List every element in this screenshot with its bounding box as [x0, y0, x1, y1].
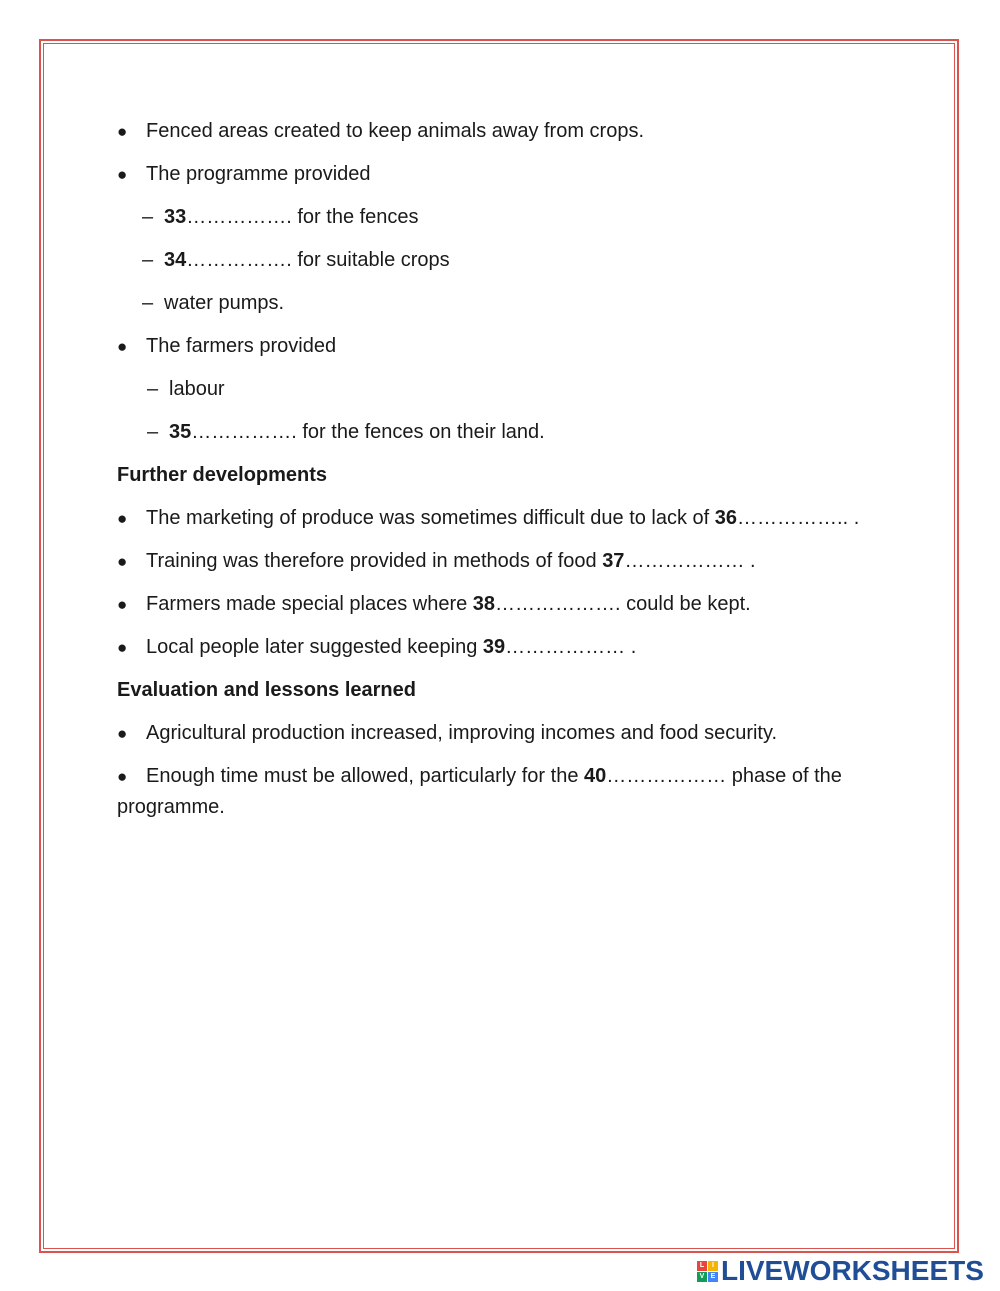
bullet-marker: ●: [117, 595, 128, 614]
question-number-33: 33: [164, 206, 187, 228]
bullet-marker: ●: [117, 724, 128, 743]
list-item: [117, 374, 887, 417]
logo-mark: [697, 1261, 718, 1282]
list-item: [117, 589, 887, 632]
list-item: [117, 417, 887, 460]
item-text: ……………. for the fences: [186, 206, 419, 228]
list-item: [117, 202, 887, 245]
logo-letter: I: [708, 1261, 718, 1271]
list-item: [117, 632, 887, 675]
dash-marker: –: [147, 421, 159, 443]
item-text: labour: [169, 378, 225, 400]
logo-letter: L: [697, 1261, 707, 1271]
item-text: Training was therefore provided in methods of food: [146, 550, 603, 572]
list-item: [117, 718, 887, 761]
item-text: The programme provided: [146, 163, 371, 185]
dash-marker: –: [142, 206, 154, 228]
bullet-marker: ●: [117, 638, 128, 657]
bullet-marker: ●: [117, 552, 128, 571]
list-item: [117, 503, 887, 546]
list-item: [117, 245, 887, 288]
question-number-40: 40: [584, 765, 607, 787]
item-text: ………………. could be kept.: [495, 593, 751, 615]
item-text: Fenced areas created to keep animals away from crops.: [146, 120, 645, 142]
item-text: ……………. for the fences on their land.: [191, 421, 545, 443]
list-item: [117, 761, 887, 822]
item-text: The marketing of produce was sometimes difficult due to lack of: [146, 507, 715, 529]
item-text: ……………… phase of the programme.: [117, 765, 842, 818]
question-number-38: 38: [472, 593, 496, 615]
bullet-marker: ●: [117, 165, 128, 184]
logo-letter: V: [697, 1272, 707, 1282]
list-item: [117, 159, 887, 202]
question-number-36: 36: [714, 507, 738, 529]
item-text: ……………… .: [624, 550, 756, 572]
list-item: [117, 288, 887, 331]
item-text: ……………… .: [505, 636, 637, 658]
item-text: …………….. .: [737, 507, 860, 529]
list-item: [117, 546, 887, 589]
logo-text: LIVEWORKSHEETS: [721, 1255, 984, 1286]
list-item: [117, 116, 887, 159]
item-text: Enough time must be allowed, particularly for the: [146, 765, 584, 787]
item-text: Local people later suggested keeping: [146, 636, 483, 658]
question-number-35: 35: [169, 421, 192, 443]
bullet-marker: ●: [117, 767, 128, 786]
dash-marker: –: [147, 378, 159, 400]
question-number-39: 39: [482, 636, 506, 658]
section-heading: Further developments: [117, 464, 328, 486]
item-text: Farmers made special places where: [146, 593, 473, 615]
liveworksheets-logo: [697, 1255, 997, 1287]
list-item: [117, 331, 887, 374]
dash-marker: –: [142, 249, 154, 271]
item-text: The farmers provided: [146, 335, 337, 357]
section-heading: Evaluation and lessons learned: [117, 679, 416, 701]
question-number-34: 34: [164, 249, 187, 271]
worksheet-content: [117, 116, 887, 822]
dash-marker: –: [142, 292, 154, 314]
bullet-marker: ●: [117, 509, 128, 528]
logo-letter: E: [708, 1272, 718, 1282]
bullet-marker: ●: [117, 122, 128, 141]
item-text: Agricultural production increased, improving incomes and food security.: [146, 722, 778, 744]
question-number-37: 37: [602, 550, 625, 572]
item-text: ……………. for suitable crops: [186, 249, 450, 271]
item-text: water pumps.: [164, 292, 285, 314]
bullet-marker: ●: [117, 337, 128, 356]
